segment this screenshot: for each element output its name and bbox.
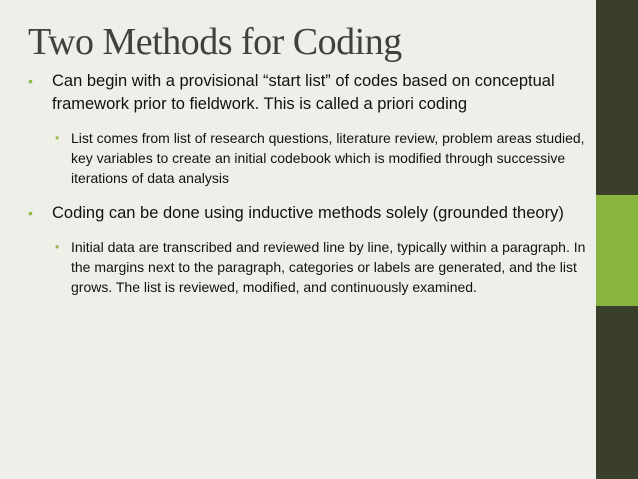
bullet-text: Coding can be done using inductive methods solely (grounded theory) bbox=[52, 204, 564, 222]
bullet-item-level1 bbox=[28, 202, 588, 225]
bullet-text: Can begin with a provisional “start list” of codes based on conceptual framework prior to fieldwork. This is called a priori coding bbox=[52, 72, 555, 113]
bullet-icon: • bbox=[28, 205, 33, 221]
bullet-icon: • bbox=[28, 73, 33, 89]
bullet-text: List comes from list of research questions, literature review, problem areas studied, key variables to create an initial codebook which is modified through successive iterations of data analysis bbox=[71, 130, 585, 186]
bullet-list bbox=[28, 70, 588, 297]
green-accent-bar bbox=[596, 195, 638, 306]
slide-title: Two Methods for Coding bbox=[28, 21, 402, 63]
bullet-item-level2 bbox=[28, 237, 588, 297]
bullet-item-level1 bbox=[28, 70, 588, 116]
bullet-item-level2 bbox=[28, 128, 588, 188]
bullet-icon: • bbox=[55, 240, 60, 254]
bullet-text: Initial data are transcribed and reviewed line by line, typically within a paragraph. In the margins next to the paragraph, categories or labels are generated, and the list grows. The list is reviewed, modified, and continuously examined. bbox=[71, 239, 586, 295]
bullet-icon: • bbox=[55, 131, 60, 145]
